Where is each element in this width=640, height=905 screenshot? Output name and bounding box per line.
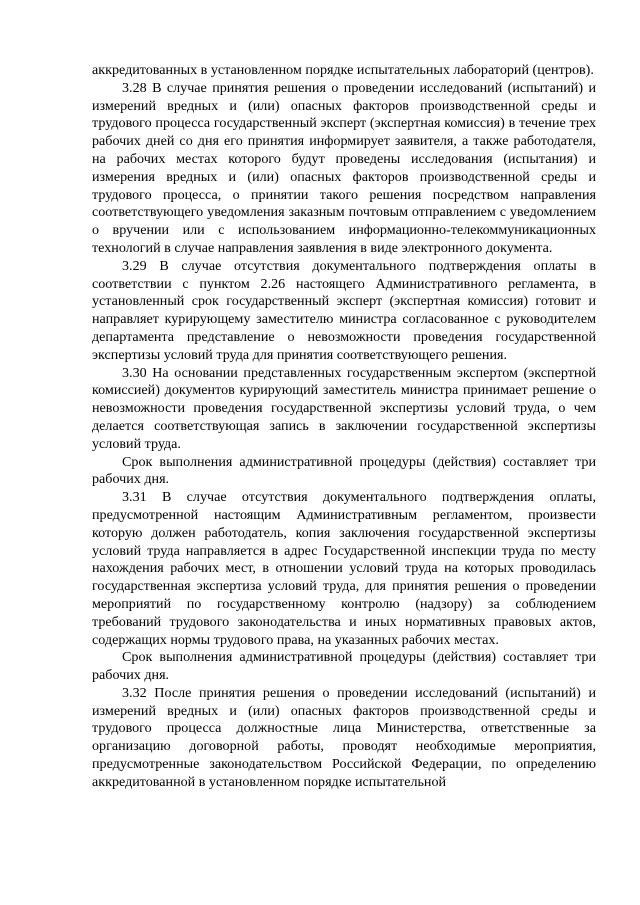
- paragraph-3-30: 3.30 На основании представленных государственным экспертом (экспертной комиссией) документов курирующий заместитель министра принимает решение о невозможности проведения государственной экспертизы условий труда, о чем делается соответствующая запись в заключении государственной экспертизы условий труда.: [92, 364, 596, 452]
- paragraph-3-29: 3.29 В случае отсутствия документального подтверждения оплаты в соответствии с пунктом 2.26 настоящего Административного регламента, в установленный срок государственный эксперт (экспертная комиссия) готовит и направляет курирующему заместителю министра согласованное с руководителем департамента представление о невозможности проведения государственной экспертизы условий труда для принятия соответствующего решения.: [92, 257, 596, 363]
- paragraph-deadline-2: Срок выполнения административной процедуры (действия) составляет три рабочих дня.: [92, 649, 596, 684]
- paragraph-3-32: 3.32 После принятия решения о проведении исследований (испытаний) и измерений вредных и (или) опасных факторов производственной среды и трудового процесса должностные лица Министерства, ответственные за организацию договорной работы, проводят необходимые мероприятия, предусмотренные законодательством Российской Федерации, по определению аккредитованной в установленном порядке испытательной: [92, 684, 596, 790]
- paragraph-continuation: аккредитованных в установленном порядке испытательных лабораторий (центров).: [92, 62, 594, 78]
- paragraph-deadline-1: Срок выполнения административной процедуры (действия) составляет три рабочих дня.: [92, 453, 596, 488]
- document-page: [92, 62, 596, 792]
- paragraph-3-31: 3.31 В случае отсутствия документального подтверждения оплаты, предусмотренной настоящим Административным регламентом, произвести которую должен работодатель, копия заключения государственной экспертизы условий труда направляется в адрес Государственной инспекции труда по месту нахождения рабочих мест, в отношении условий труда на которых проводилась государственная экспертиза условий труда, для принятия решения о проведении мероприятий по государственному контролю (надзору) за соблюдением требований трудового законодательства и иных нормативных правовых актов, содержащих нормы трудового права, на указанных рабочих местах.: [92, 489, 596, 648]
- paragraph-3-28: 3.28 В случае принятия решения о проведении исследований (испытаний) и измерений вредных и (или) опасных факторов производственной среды и трудового процесса государственный эксперт (экспертная комиссия) в течение трех рабочих дней со дня его принятия информирует заявителя, а также работодателя, на рабочих местах которого будут проведены исследования (испытания) и измерения вредных и (или) опасных факторов производственной среды и трудового процесса, о принятии такого решения посредством направления соответствующего уведомления заказным почтовым отправлением с уведомлением о вручении или с использованием информационно-телекоммуникационных технологий в случае направления заявления в виде электронного документа.: [92, 79, 596, 256]
